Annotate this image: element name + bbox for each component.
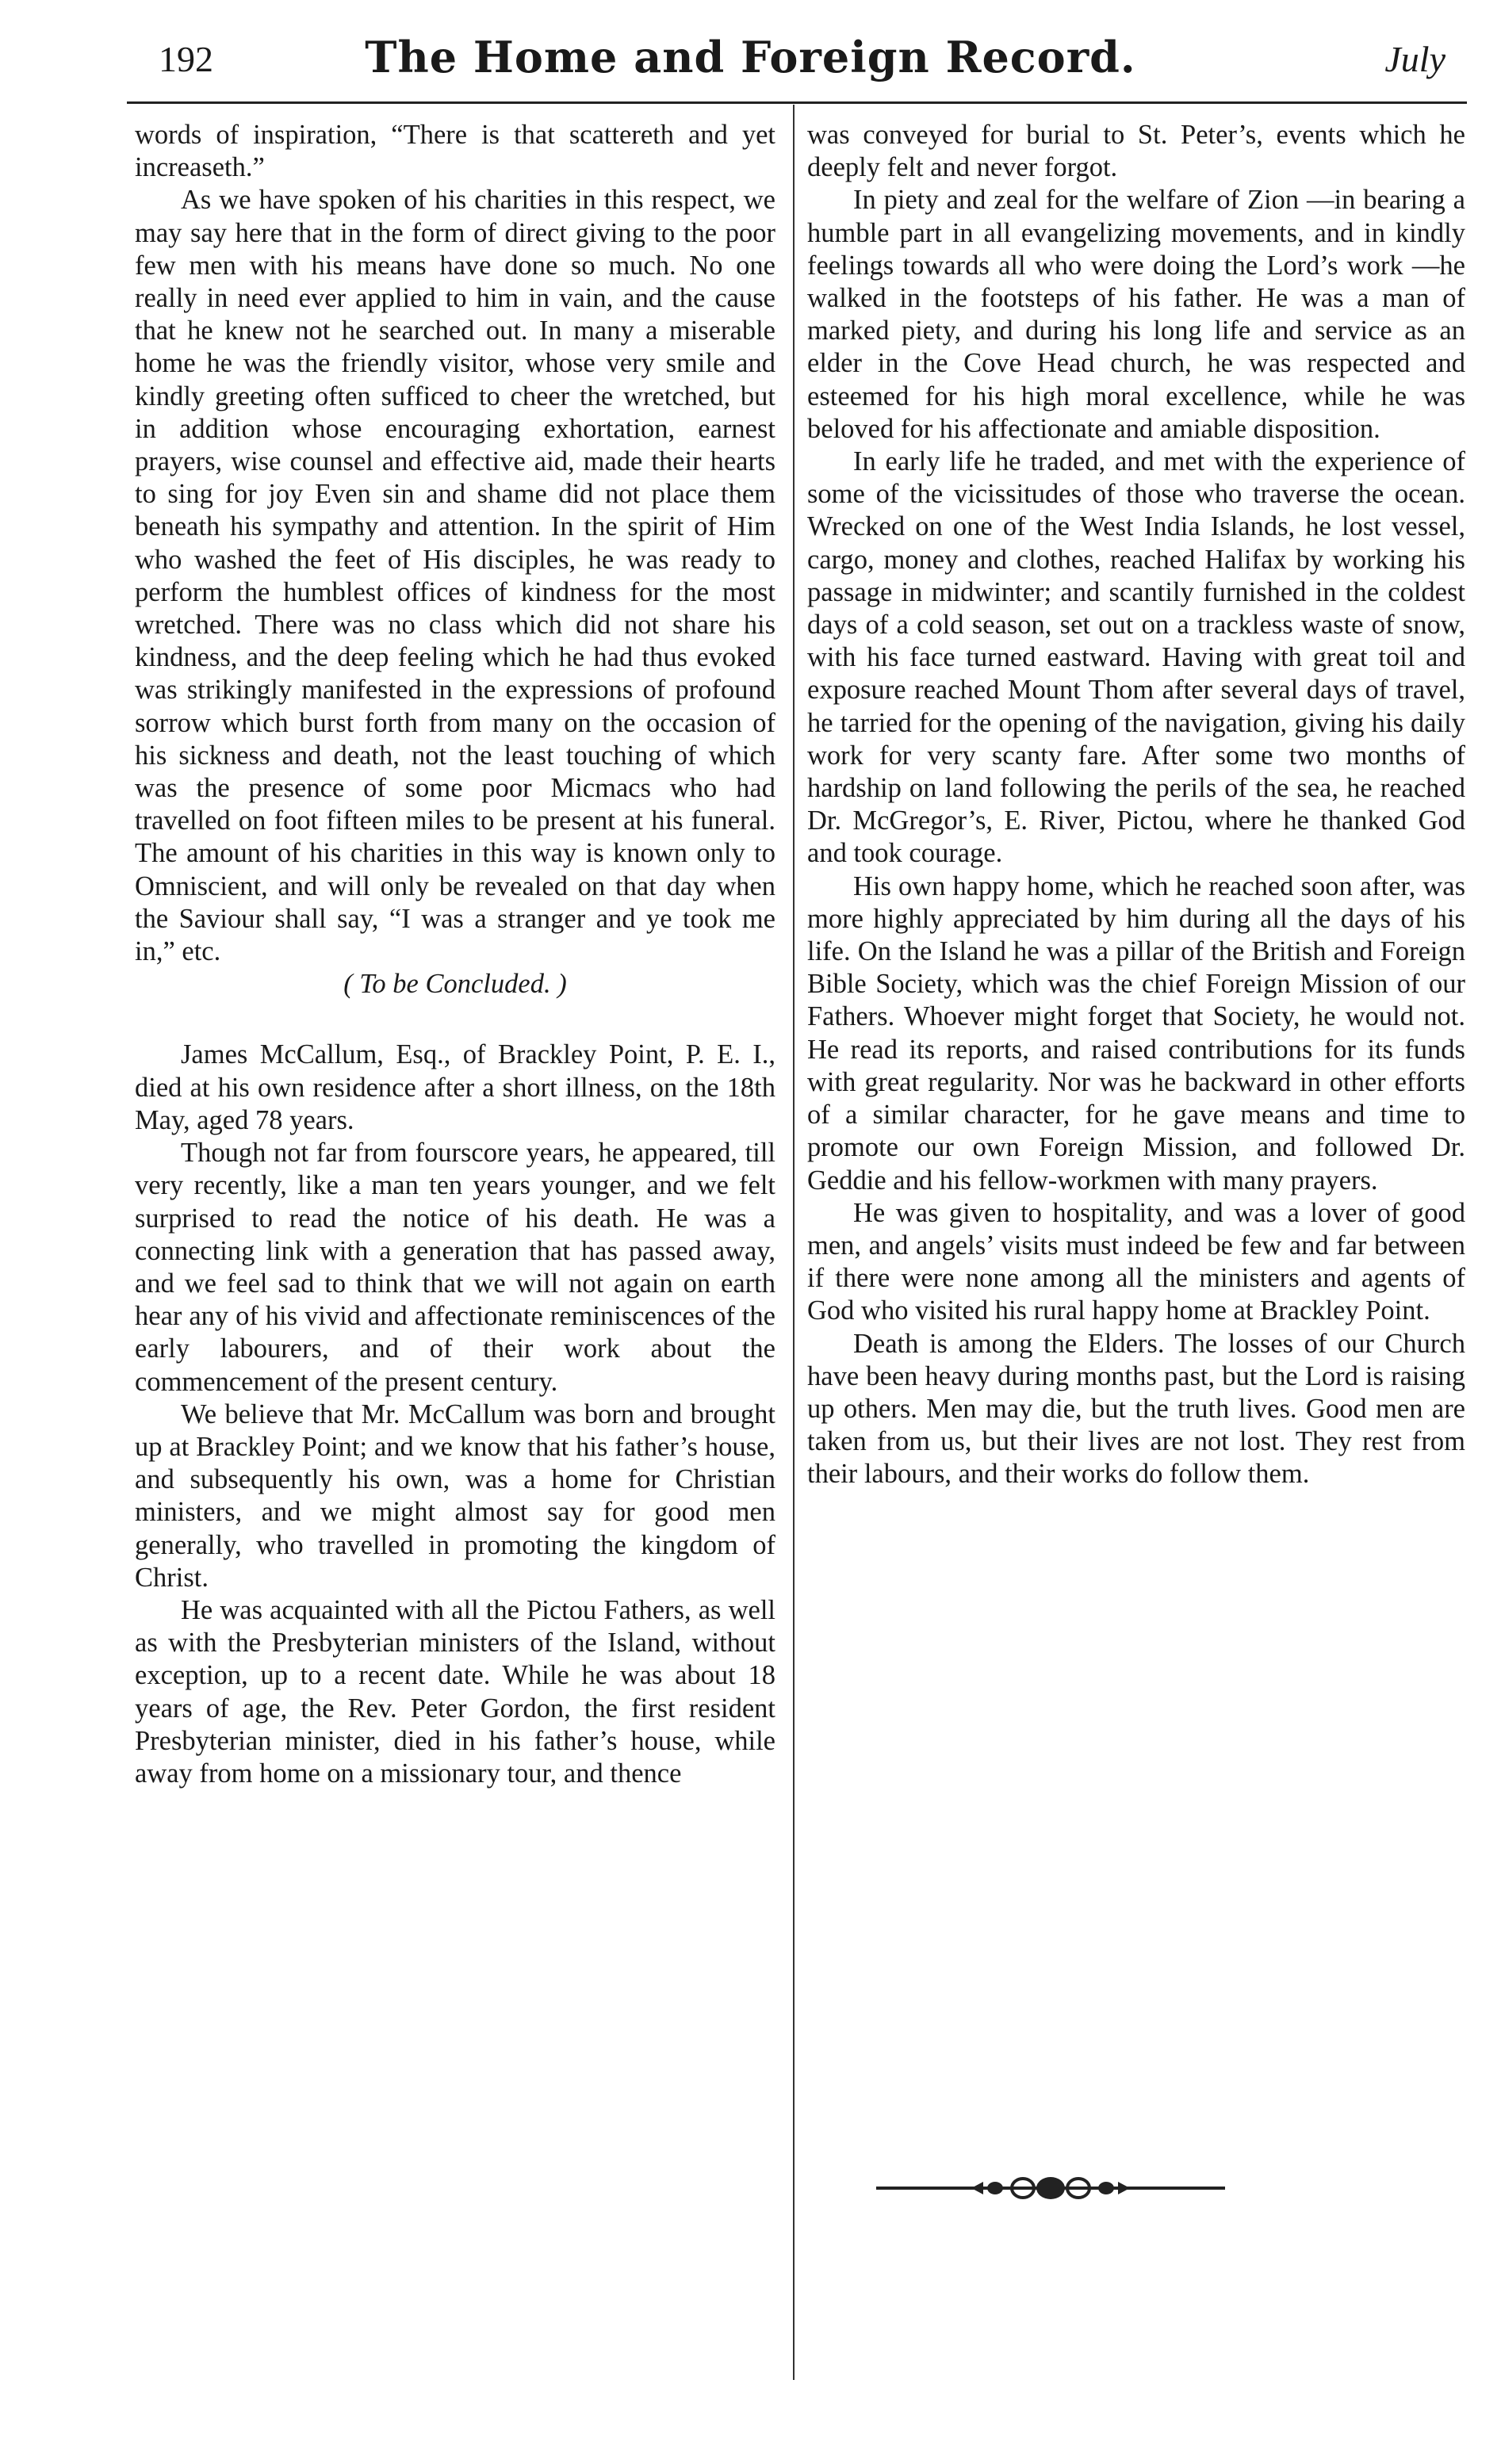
paragraph: We believe that Mr. McCallum was born and brought up at Brackley Point; and we know that his father’s house, and subsequently his own, was a home for Christian ministers, and we might almost say for good men generally, who travelled in promoting the kingdom of Christ.	[135, 1398, 775, 1593]
paragraph: words of inspiration, “There is that scattereth and yet increaseth.”	[135, 120, 775, 183]
paragraph: Though not far from fourscore years, he appeared, till very recently, like a man ten years younger, and we felt surprised to read the notice of his death. He was a connecting link with a generation that has passed away, and we feel sad to think that we will not again on earth hear any of his vivid and affectionate reminiscences of the early labourers, and of their work about the commencement of the present century.	[135, 1138, 775, 1397]
left-column	[135, 119, 775, 1790]
paragraph: Death is among the Elders. The losses of our Church have been heavy during months past, but the Lord is raising up others. Men may die, but the truth lives. Good men are taken from us, but their lives are not lost. They rest from their labours, and their works do follow them.	[807, 1328, 1465, 1490]
paragraph: In piety and zeal for the welfare of Zion —in bearing a humble part in all evangelizing movements, and in kindly feelings towards all who were doing the Lord’s work —he walked in the footsteps of his father. He was a man of marked piety, and during his long life and service as an elder in the Cove Head church, he was respected and esteemed for his high moral excellence, while he was beloved for his affectionate and amiable disposition.	[807, 185, 1465, 444]
paragraph: In early life he traded, and met with the experience of some of the vicissitudes of those who traverse the ocean. Wrecked on one of the West India Islands, he lost vessel, cargo, money and clothes, reached Halifax by working his passage in midwinter; and scantily furnished in the coldest days of a cold season, set out on a trackless waste of snow, with his face turned eastward. Having with great toil and exposure reached Mount Thom after several days of travel, he tarried for the opening of the navigation, giving his daily work for very scanty fare. After some two months of hardship on land following the perils of the sea, he reached Dr. McGregor’s, E. River, Pictou, where he thanked God and took courage.	[807, 446, 1465, 869]
paragraph: He was acquainted with all the Pictou Fathers, as well as with the Presbyterian ministers of the Island, without exception, up to a recent date. While he was about 18 years of age, the Rev. Peter Gordon, the first resident Presbyterian minister, died in his father’s house, while away from home on a missionary tour, and thence	[135, 1594, 775, 1789]
right-column	[807, 119, 1465, 1491]
obituary-opening: James McCallum, Esq., of Brackley Point, P. E. I., died at his own residence after a short illness, on the 18th May, aged 78 years.	[135, 1039, 775, 1135]
issue-month: July	[1384, 39, 1445, 79]
journal-title: The Home and Foreign Record.	[365, 32, 1136, 82]
page-number: 192	[159, 39, 213, 79]
continuation-note: ( To be Concluded. )	[343, 969, 567, 1000]
paragraph: His own happy home, which he reached soon after, was more highly appreciated by him during all the days of his life. On the Island he was a pillar of the British and Foreign Bible Society, which was the chief Foreign Mission of our Fathers. Whoever might forget that Society, he would not. He read its reports, and raised contributions for its funds with great regularity. Nor was he backward in other efforts of a similar character, for he gave means and time to promote our own Foreign Mission, and followed Dr. Geddie and his fellow-workmen with many prayers.	[807, 870, 1465, 1196]
paragraph: As we have spoken of his charities in this respect, we may say here that in the form of direct giving to the poor few men with his means have done so much. No one really in need ever applied to him in vain, and the cause that he knew not he searched out. In many a miserable home he was the friendly visitor, whose very smile and kindly greeting often sufficed to cheer the wretched, but in addition whose encouraging exhortation, earnest prayers, wise counsel and effective aid, made their hearts to sing for joy Even sin and shame did not place them beneath his sympathy and attention. In the spirit of Him who washed the feet of His disciples, he was ready to perform the humblest offices of kindness for the most wretched. There was no class which did not share his kindness, and the deep feeling which he had thus evoked was strikingly manifested in the expressions of profound sorrow which burst forth from many on the occasion of his sickness and death, not the least touching of which was the presence of some poor Micmacs who had travelled on foot fifteen miles to be present at his funeral. The amount of his charities in this way is known only to Omniscient, and will only be revealed on that day when the Saviour shall say, “I was a stranger and ye took me in,” etc.	[135, 185, 775, 967]
column-divider	[793, 105, 795, 2380]
paragraph: He was given to hospitality, and was a lover of good men, and angels’ visits must indeed be few and far between if there were none among all the ministers and agents of God who visited his rural happy home at Brackley Point.	[807, 1197, 1465, 1326]
paragraph: was conveyed for burial to St. Peter’s, events which he deeply felt and never forgot.	[807, 120, 1465, 183]
page-header	[0, 0, 1501, 111]
header-rule	[127, 101, 1467, 104]
end-ornament-icon	[876, 2164, 1225, 2212]
